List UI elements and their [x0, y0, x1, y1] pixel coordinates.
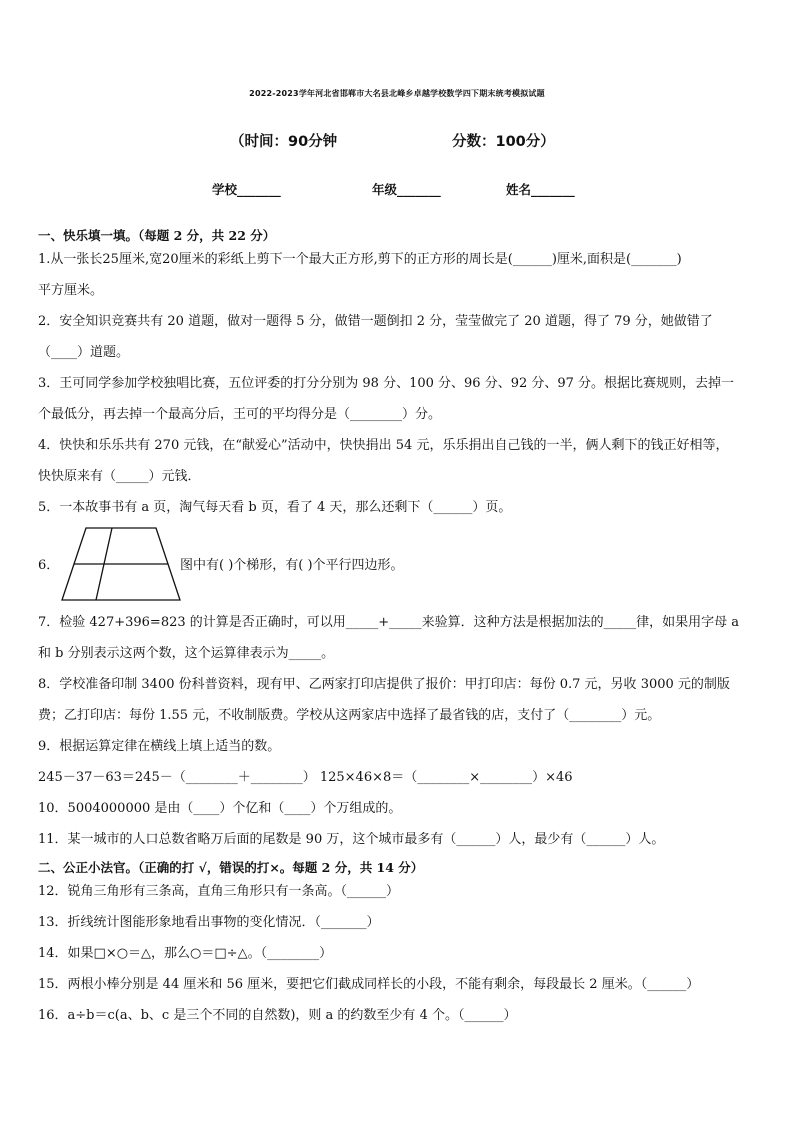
question-line: 12．锐角三角形有三条高，直角三角形只有一条高。（______）: [38, 884, 400, 899]
question-line: 3．王可同学参加学校独唱比赛，五位评委的打分分别为 98 分、100 分、96 分、92 分、97 分。根据比赛规则，去掉一: [38, 376, 735, 391]
question-line: 16．a÷b＝c(a、b、c 是三个不同的自然数)，则 a 的约数至少有 4 个。（______）: [38, 1008, 517, 1023]
grade-field: 年级_______: [372, 182, 441, 197]
question-line: 13．折线统计图能形象地看出事物的变化情况．（_______）: [38, 915, 380, 930]
question-line: 2．安全知识竞赛共有 20 道题，做对一题得 5 分，做错一题倒扣 2 分，莹莹做完了 20 道题，得了 79 分，她做错了: [38, 314, 713, 329]
question-line: 245－37－63＝245－（________＋________） 125×46×8＝（________×________）×46: [38, 770, 573, 785]
question-line: 7．检验 427+396=823 的计算是否正确时，可以用_____+_____来验算．这种方法是根据加法的_____律，如果用字母 a: [38, 615, 740, 630]
question-line: 11．某一城市的人口总数省略万后面的尾数是 90 万，这个城市最多有（______）人，最少有（______）人。: [38, 832, 665, 847]
question-line: 个最低分，再去掉一个最高分后，王可的平均得分是（________）分。: [38, 407, 442, 422]
question-line: 快快原来有（_____）元钱．: [38, 469, 201, 484]
section-1-heading: 一、快乐填一填。（每题 2 分，共 22 分）: [38, 228, 276, 243]
question-line: 和 b 分别表示这两个数，这个运算律表示为_____。: [38, 646, 335, 661]
question-line: 8．学校准备印制 3400 份科普资料，现有甲、乙两家打印店提供了报价：甲打印店：每份 0.7 元，另收 3000 元的制版: [38, 677, 730, 692]
question-line: 1.从一张长25厘米,宽20厘米的彩纸上剪下一个最大正方形,剪下的正方形的周长是(______)厘米,面积是(_______): [38, 252, 682, 267]
exam-score: 分数：100分）: [452, 134, 555, 150]
question-line: 4．快快和乐乐共有 270 元钱，在“献爱心”活动中，快快捐出 54 元，乐乐捐出自己钱的一半，俩人剩下的钱正好相等，: [38, 438, 729, 453]
question-line: 9．根据运算定律在横线上填上适当的数。: [38, 739, 281, 754]
question-line: 费；乙打印店：每份 1.55 元，不收制版费。学校从这两家店中选择了最省钱的店，支付了（________）元。: [38, 708, 661, 723]
question-6-number: 6．: [38, 558, 60, 573]
trapezoid-figure: [60, 526, 182, 602]
exam-time: （时间：90分钟: [230, 134, 338, 150]
question-line: 平方厘米。: [38, 283, 104, 298]
section-2-heading: 二、公正小法官。（正确的打 √，错误的打×。每题 2 分，共 14 分）: [38, 860, 424, 875]
question-line: 图中有( )个梯形，有( )个平行四边形。: [180, 558, 404, 573]
school-field: 学校_______: [212, 182, 281, 197]
question-line: 5．一本故事书有 a 页，淘气每天看 b 页，看了 4 天，那么还剩下（______）页。: [38, 500, 512, 515]
question-line: 15．两根小棒分别是 44 厘米和 56 厘米，要把它们截成同样长的小段，不能有剩余，每段最长 2 厘米。（______）: [38, 977, 700, 992]
question-line: 14．如果□×○＝△，那么○＝□÷△。（________）: [38, 946, 333, 961]
question-line: （____）道题。: [38, 345, 130, 360]
name-field: 姓名_______: [506, 182, 575, 197]
exam-title: 2022-2023学年河北省邯郸市大名县北峰乡卓越学校数学四下期末统考模拟试题: [249, 89, 545, 98]
question-line: 10．5004000000 是由（____）个亿和（____）个万组成的。: [38, 801, 402, 816]
